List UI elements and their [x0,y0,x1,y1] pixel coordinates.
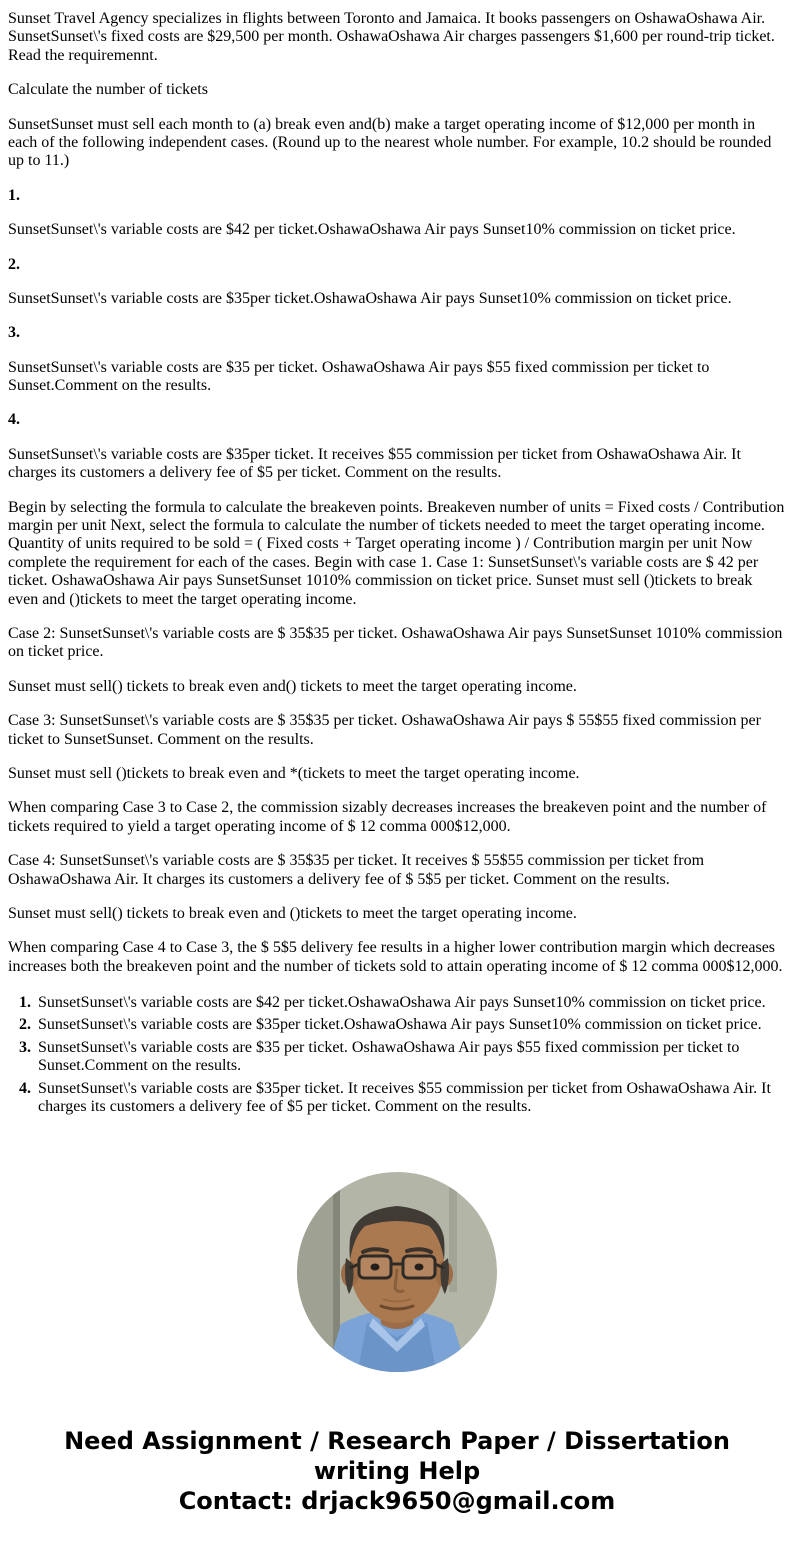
question-document [8,10,786,1516]
case-4-text: SunsetSunset\'s variable costs are $35per ticket. It receives $55 commission per ticket from OshawaOshawa Air. It charges its customers a delivery fee of $5 per ticket. Comment on the results. [8,445,741,482]
help-offer-text: Need Assignment / Research Paper / Dissertation writing Help [64,1427,730,1486]
case-4-solution: Case 4: SunsetSunset\'s variable costs are $ 35$35 per ticket. It receives $ 55$55 commission per ticket from OshawaOshawa Air. It charges its customers a delivery fee of $ 5$5 per ticket. Comment on the results. [8,852,705,888]
case-2-text: SunsetSunset\'s variable costs are $35per ticket.OshawaOshawa Air pays Sunset10% commission on ticket price. [8,289,732,307]
case-4-answer: Sunset must sell() tickets to break even and ()tickets to meet the target operating income. [8,904,577,922]
case-3-comparison: When comparing Case 3 to Case 2, the commission sizably decreases increases the breakeven point and the number of tickets required to yield a target operating income of $ 12 comma 000$12,000. [8,799,767,835]
contact-email-text: Contact: drjack9650@gmail.com [178,1487,616,1516]
case-2-answer: Sunset must sell() tickets to break even and() tickets to meet the target operating income. [8,677,577,695]
case-3-answer: Sunset must sell ()tickets to break even and *(tickets to meet the target operating income. [8,764,580,782]
summary-list-item: 3. SunsetSunset\'s variable costs are $35 per ticket. OshawaOshawa Air pays $55 fixed commission per ticket to Sunset.Comment on the results. [35,1039,786,1076]
summary-list-item: 1. SunsetSunset\'s variable costs are $42 per ticket.OshawaOshawa Air pays Sunset10% commission on ticket price. [35,994,786,1012]
case-2-solution: Case 2: SunsetSunset\'s variable costs are $ 35$35 per ticket. OshawaOshawa Air pays SunsetSunset 1010% commission on ticket price. [8,624,783,661]
case-4-number: 4. [8,411,20,429]
case-3-solution: Case 3: SunsetSunset\'s variable costs are $ 35$35 per ticket. OshawaOshawa Air pays $ 55$55 fixed commission per ticket to SunsetSunset. Comment on the results. [8,712,761,748]
case-2-number: 2. [8,255,20,273]
summary-list-item: 2. SunsetSunset\'s variable costs are $35per ticket.OshawaOshawa Air pays Sunset10% commission on ticket price. [35,1016,786,1034]
summary-list [8,994,786,1116]
footer-banner [8,1426,786,1516]
case-1-number: 1. [8,186,20,204]
tutor-photo-container [8,1172,786,1372]
task-heading: Calculate the number of tickets [8,81,208,99]
case-1-text: SunsetSunset\'s variable costs are $42 per ticket.OshawaOshawa Air pays Sunset10% commission on ticket price. [8,221,736,239]
intro-paragraph: Sunset Travel Agency specializes in flights between Toronto and Jamaica. It books passengers on OshawaOshawa Air. SunsetSunset\'s fixed costs are $29,500 per month. OshawaOshawa Air charges passengers $1,600 per round-trip ticket. Read the requiremennt. [8,10,775,64]
summary-list-item: 4. SunsetSunset\'s variable costs are $35per ticket. It receives $55 commission per ticket from OshawaOshawa Air. It charges its customers a delivery fee of $5 per ticket. Comment on the results. [35,1080,786,1117]
case-3-text: SunsetSunset\'s variable costs are $35 per ticket. OshawaOshawa Air pays $55 fixed commission per ticket to Sunset.Comment on the results. [8,358,710,395]
solution-intro-paragraph: Begin by selecting the formula to calculate the breakeven points. Breakeven number of units = Fixed costs / Contribution margin per unit Next, select the formula to calculate the number of tickets needed to meet the target operating income. Quantity of units required to be sold = ( Fixed costs + Target operating income ) / Contribution margin per unit Now complete the requirement for each of the cases. Begin with case 1. Case 1: SunsetSunset\'s variable costs are $ 42 per ticket. OshawaOshawa Air pays SunsetSunset 1010% commission on ticket price. Sunset must sell ()tickets to break even and ()tickets to meet the target operating income. [8,498,785,608]
case-3-number: 3. [8,324,20,342]
tutor-avatar [297,1172,497,1372]
case-4-comparison: When comparing Case 4 to Case 3, the $ 5$5 delivery fee results in a higher lower contribution margin which decreases increases both the breakeven point and the number of tickets sold to attain operating income of $ 12 comma 000$12,000. [8,939,783,975]
task-body-paragraph: SunsetSunset must sell each month to (a) break even and(b) make a target operating income of $12,000 per month in each of the following independent cases. (Round up to the nearest whole number. For example, 10.2 should be rounded up to 11.) [8,115,772,170]
